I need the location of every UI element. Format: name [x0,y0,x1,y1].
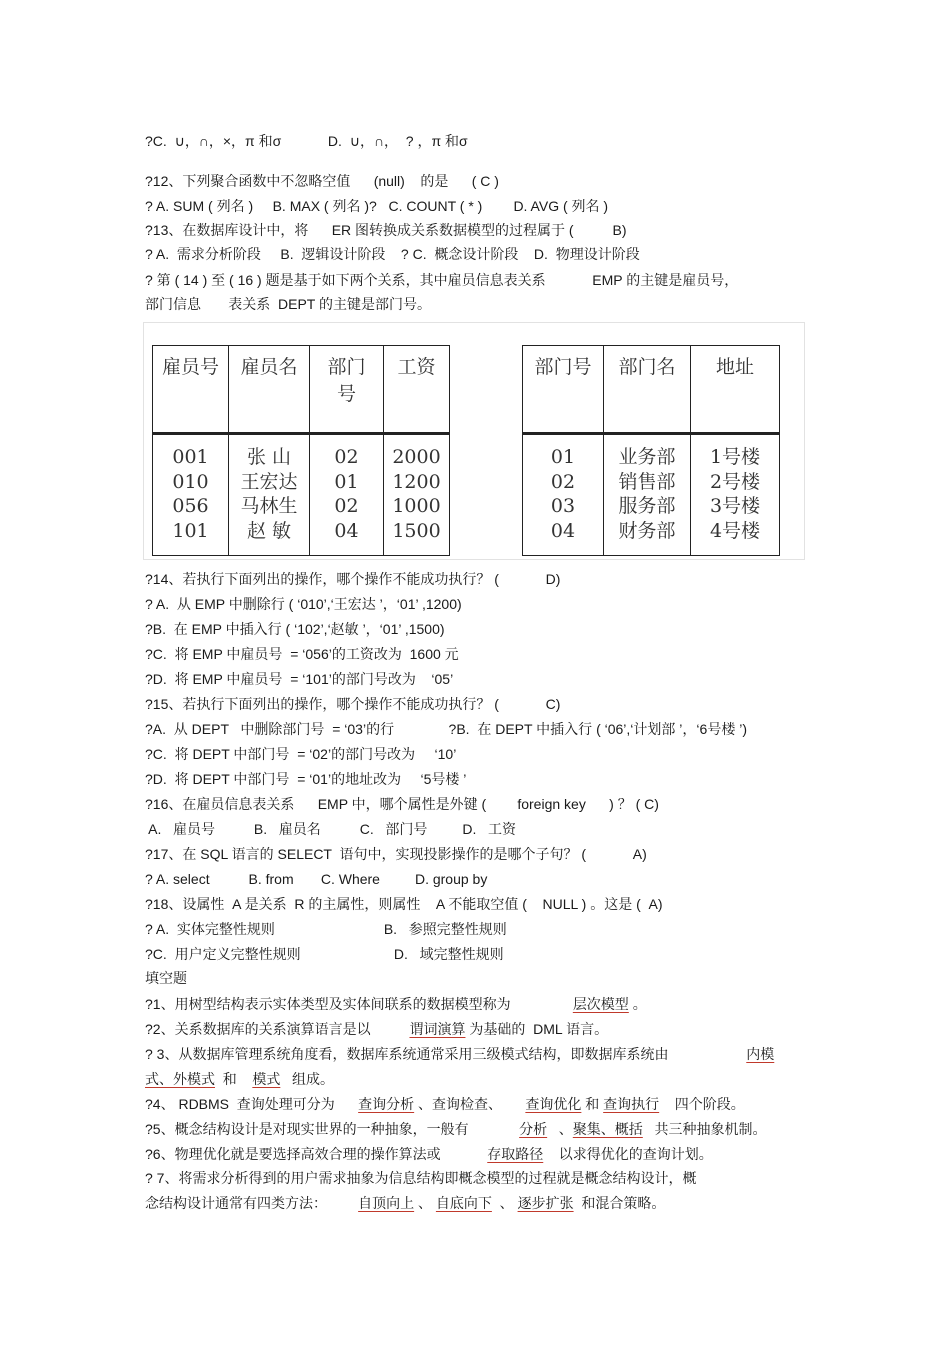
dept-body-cell: 1号楼 2号楼 3号楼 4号楼 [691,434,780,556]
fill-blank-line [145,1169,696,1187]
answer-text: 查询优化 [525,1096,582,1112]
question-fragment: ?4、 RDBMS 查询处理可分为 [145,1096,359,1112]
emp-table [152,345,450,556]
answer-text: 模式 [252,1071,281,1087]
question-fragment: 和 [581,1096,604,1112]
fill-blank-line [145,1045,774,1063]
text-line: ?C. ∪，∩，×，π 和σ D. ∪，∩， ? ，π 和σ [145,133,468,149]
text-line: ?A. 从 DEPT 中删除部门号 = ‘03’的行 ?B. 在 DEPT 中插入行 ( ‘06’,‘计划部 ’，‘6号楼 ’) [145,721,747,737]
dept-table [522,345,780,556]
question-fragment: ? 7、将需求分析得到的用户需求抽象为信息结构即概念模型的过程就是概念结构设计，概 [145,1170,697,1186]
answer-text: 内模 [746,1046,775,1062]
question-fragment: 、 [491,1195,518,1211]
text-line: ?14、若执行下面列出的操作，哪个操作不能成功执行？ ( D) [145,571,561,587]
emp-body-cell: 001 010 056 101 [153,434,229,556]
text-line: ?18、设属性 A 是关系 R 的主属性，则属性 A 不能取空值 ( NULL ) 。这是 ( A) [145,896,663,912]
question-fragment: 。 [628,996,647,1012]
question-fragment: ?2、关系数据库的关系演算语言是以 [145,1021,410,1037]
answer-text: 查询分析 [358,1096,415,1112]
text-line: ? A. SUM ( 列名 ) B. MAX ( 列名 )? C. COUNT ( * ) D. AVG ( 列名 ) [145,198,609,214]
text-line: ?D. 将 DEPT 中部门号 = ‘01’的地址改为 ‘5号楼 ’ [145,771,467,787]
dept-body-cell: 业务部 销售部 服务部 财务部 [604,434,691,556]
answer-text: 自底向下 [435,1195,492,1211]
emp-header-cell: 工资 [384,346,450,434]
text-line: ? A. select B. from C. Where D. group by [145,871,488,887]
dept-header-cell: 部门号 [523,346,604,434]
text-line: ?B. 在 EMP 中插入行 ( ‘102’,‘赵敏 ’，‘01’ ,1500) [145,621,445,637]
emp-header-cell: 部门 号 [310,346,384,434]
text-line: ? A. 实体完整性规则 B. 参照完整性规则 [145,921,507,937]
text-line: ? A. 从 EMP 中删除行 ( ‘010’,‘王宏达 ’，‘01’ ,1200) [145,596,462,612]
answer-text: 分析 [519,1121,548,1137]
emp-body-cell: 张 山 王宏达 马林生 赵 敏 [229,434,310,556]
question-fragment: 和混合策略。 [573,1195,666,1211]
fill-blank-line [145,1095,745,1113]
text-line: ?12、下列聚合函数中不忽略空值 (null) 的是 ( C ) [145,173,499,189]
dept-table-body-row [523,434,780,556]
question-fragment: 共三种抽象机制。 [642,1121,767,1137]
text-line: 部门信息 表关系 DEPT 的主键是部门号。 [145,296,431,312]
text-line: ? A. 需求分析阶段 B. 逻辑设计阶段 ? C. 概念设计阶段 D. 物理设计阶段 [145,246,640,262]
text-line: ?C. 将 EMP 中雇员号 = ‘056’的工资改为 1600 元 [145,646,459,662]
dept-body-cell: 01 02 03 04 [523,434,604,556]
question-fragment: 四个阶段。 [659,1096,745,1112]
emp-header-cell: 雇员名 [229,346,310,434]
answer-text: 聚集、概括 [572,1121,643,1137]
dept-table-header-row [523,346,780,434]
answer-text: 查询执行 [603,1096,660,1112]
question-fragment: 念结构设计通常有四类方法： [145,1195,359,1211]
emp-body-cell: 02 01 02 04 [310,434,384,556]
emp-body-cell: 2000 1200 1000 1500 [384,434,450,556]
fill-blank-line [145,1120,766,1138]
text-line: ?13、在数据库设计中，将 ER 图转换成关系数据模型的过程属于 ( B) [145,222,627,238]
text-line: ?16、在雇员信息表关系 EMP 中，哪个属性是外键 ( foreign key ) ？ ( C) [145,796,659,812]
text-line: 填空题 [145,970,187,986]
text-line: ?C. 将 DEPT 中部门号 = ‘02’的部门号改为 ‘10’ [145,746,457,762]
question-fragment: 、查询检查、 [414,1096,526,1112]
emp-table-body-row [153,434,450,556]
question-fragment: 以求得优化的查询计划。 [543,1146,713,1162]
dept-header-cell: 地址 [691,346,780,434]
question-fragment: 为基础的 DML 语言。 [465,1021,609,1037]
answer-text: 逐步扩张 [517,1195,574,1211]
emp-header-cell: 雇员号 [153,346,229,434]
fill-blank-line [145,1145,713,1163]
text-line: ?C. 用户定义完整性规则 D. 域完整性规则 [145,946,504,962]
fill-blank-line [145,1020,608,1038]
text-line: ? 第 ( 14 ) 至 ( 16 ) 题是基于如下两个关系，其中雇员信息表关系 EMP 的主键是雇员号， [145,272,739,288]
answer-text: 存取路径 [487,1146,544,1162]
emp-table-header-row [153,346,450,434]
text-line: ?17、在 SQL 语言的 SELECT 语句中，实现投影操作的是哪个子句？ ( A) [145,846,647,862]
question-fragment: 、 [547,1121,573,1137]
relation-tables-figure [143,322,805,560]
dept-header-cell: 部门名 [604,346,691,434]
fill-blank-line [145,1194,665,1212]
question-fragment: 和 [215,1071,253,1087]
question-fragment: ?6、物理优化就是要选择高效合理的操作算法或 [145,1146,488,1162]
text-line: ?D. 将 EMP 中雇员号 = ‘101’的部门号改为 ‘05’ [145,671,454,687]
question-fragment: ?5、概念结构设计是对现实世界的一种抽象，一般有 [145,1121,520,1137]
question-fragment: 组成。 [280,1071,335,1087]
answer-text: 自顶向上 [358,1195,415,1211]
fill-blank-line [145,1070,334,1088]
answer-text: 谓词演算 [409,1021,466,1037]
question-fragment: ? 3、从数据库管理系统角度看，数据库系统通常采用三级模式结构，即数据库系统由 [145,1046,747,1062]
answer-text: 层次模型 [572,996,629,1012]
text-line: A. 雇员号 B. 雇员名 C. 部门号 D. 工资 [145,821,517,837]
text-line: ?15、若执行下面列出的操作，哪个操作不能成功执行？ ( C) [145,696,561,712]
fill-blank-line [145,995,647,1013]
question-fragment: 、 [414,1195,436,1211]
answer-text: 式、外模式 [145,1071,215,1087]
question-fragment: ?1、用树型结构表示实体类型及实体间联系的数据模型称为 [145,996,573,1012]
